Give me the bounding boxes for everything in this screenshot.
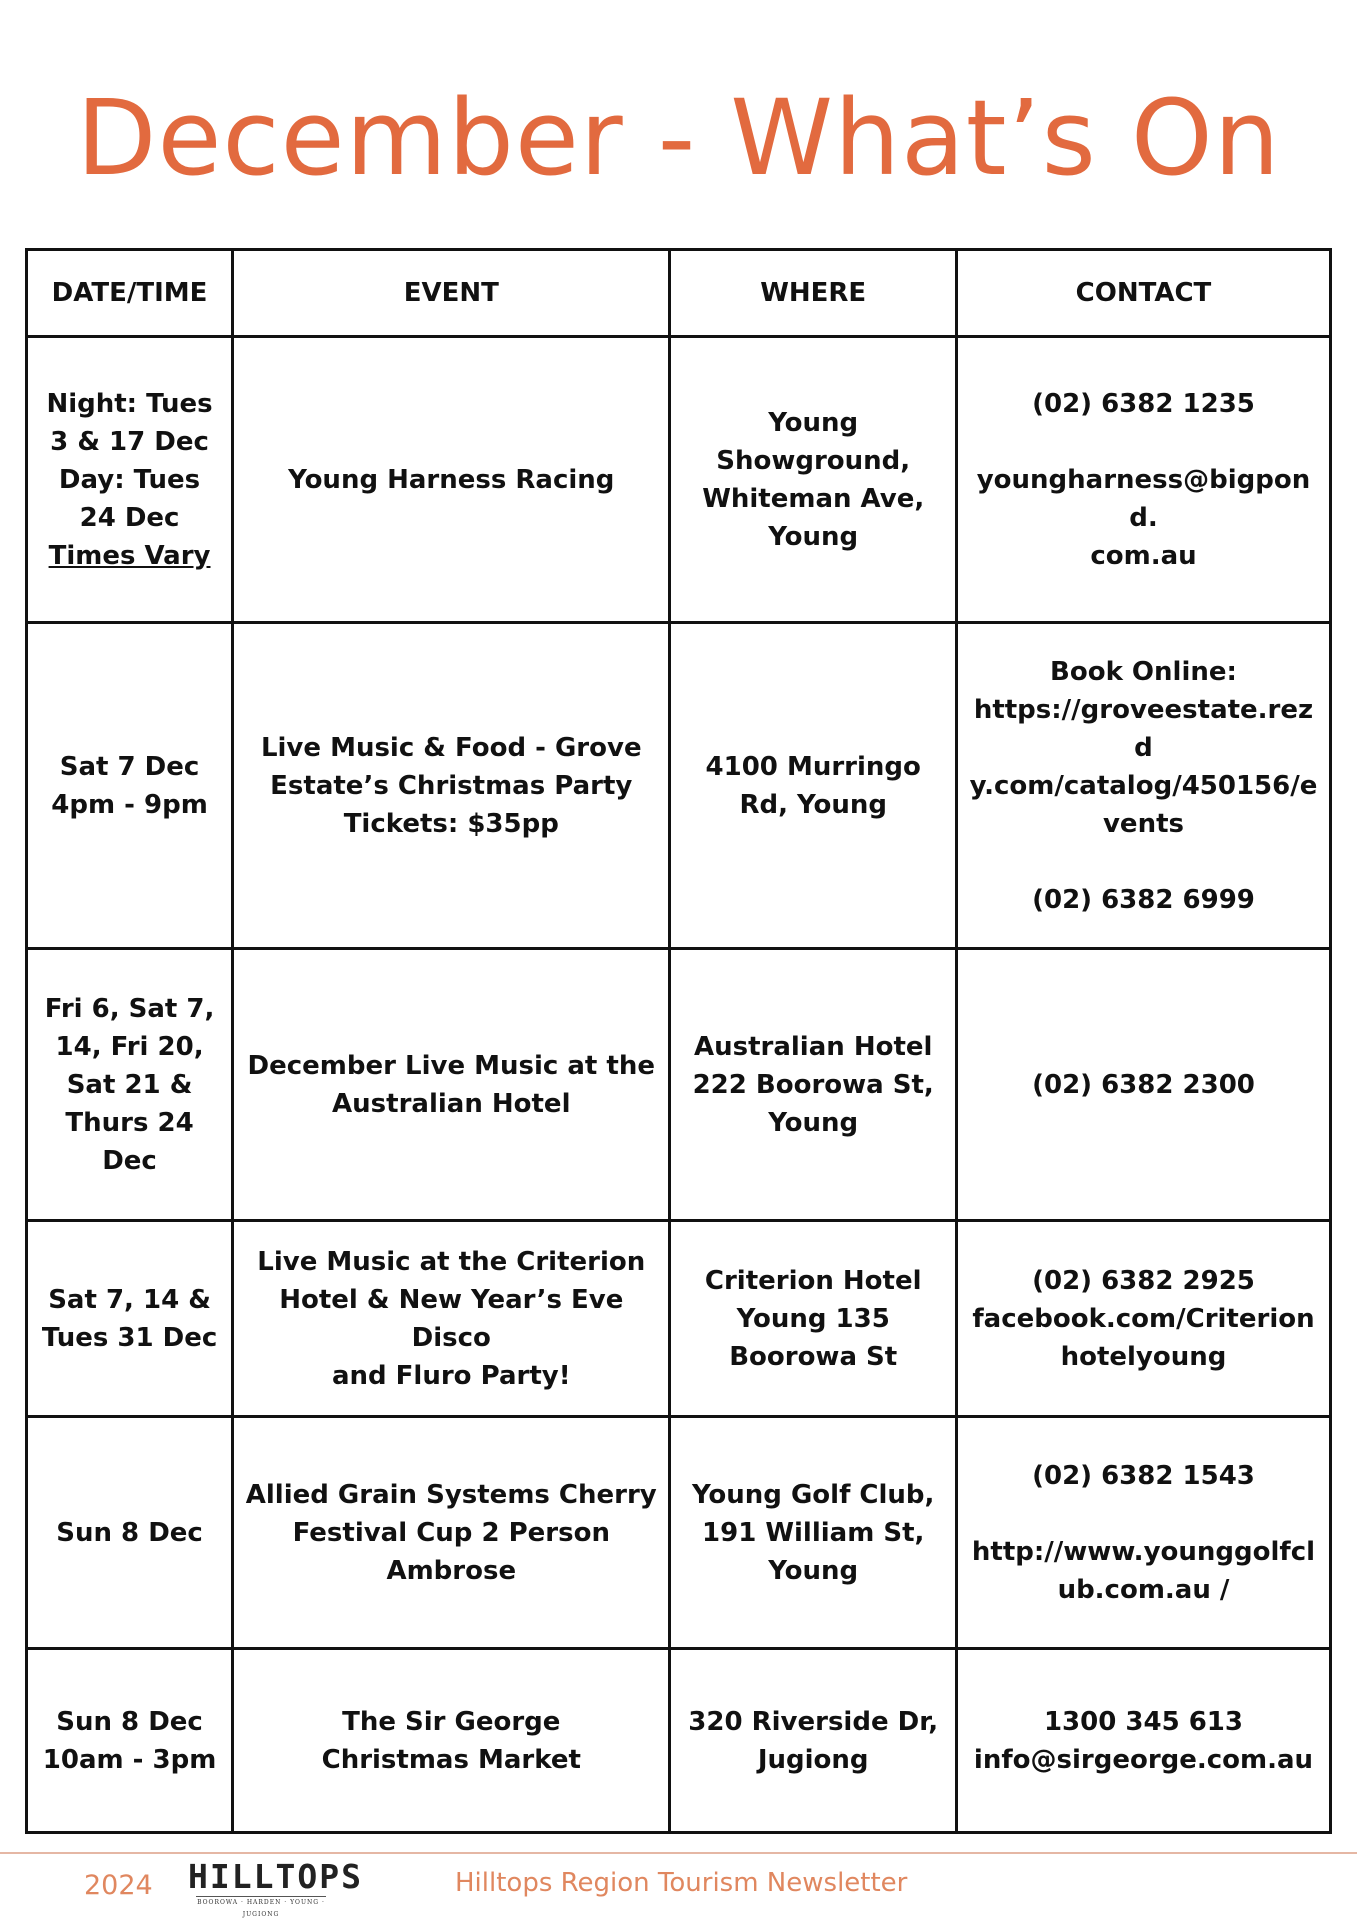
text-line: Tues 31 Dec xyxy=(41,1322,218,1353)
facebook-link[interactable]: hotelyoung xyxy=(1060,1341,1227,1372)
text-line: Fri 6, Sat 7, xyxy=(44,993,215,1024)
cell-contact xyxy=(956,949,1330,1221)
phone-number: (02) 6382 6999 xyxy=(1032,884,1255,915)
email-link[interactable]: info@sirgeorge.com.au xyxy=(973,1744,1314,1775)
cell-event xyxy=(233,1221,670,1417)
cell-contact xyxy=(956,337,1330,623)
text-line: Boorowa St xyxy=(729,1341,898,1372)
newsletter-title: Hilltops Region Tourism Newsletter xyxy=(455,1868,908,1898)
header-date: DATE/TIME xyxy=(27,250,233,337)
text-line: Criterion Hotel xyxy=(704,1265,922,1296)
text-line: 10am - 3pm xyxy=(42,1744,217,1775)
text-line: 3 & 17 Dec xyxy=(50,426,209,457)
text-line: Showground, xyxy=(716,445,911,476)
text-line: 191 William St, xyxy=(702,1517,925,1548)
website-link[interactable]: ub.com.au / xyxy=(1057,1574,1230,1605)
header-event: EVENT xyxy=(233,250,670,337)
header-contact: CONTACT xyxy=(956,250,1330,337)
text-line: The Sir George xyxy=(342,1706,561,1737)
text-line: Ambrose xyxy=(386,1555,517,1586)
text-line: Jugiong xyxy=(757,1744,869,1775)
text-line: Whiteman Ave, xyxy=(702,483,925,514)
text-line: Young xyxy=(768,1555,859,1586)
text-line: Estate’s Christmas Party xyxy=(270,770,633,801)
text-line: Sun 8 Dec xyxy=(56,1706,203,1737)
phone-number: (02) 6382 2925 xyxy=(1032,1265,1255,1296)
text-line: Hotel & New Year’s Eve Disco xyxy=(279,1284,624,1353)
text-line: Sat 21 & xyxy=(66,1069,193,1100)
text-line: 24 Dec xyxy=(79,502,180,533)
table-row xyxy=(27,337,1331,623)
cell-date xyxy=(27,949,233,1221)
text-line: 222 Boorowa St, xyxy=(692,1069,934,1100)
cell-contact xyxy=(956,1649,1330,1833)
logo-towns: BOOROWA · HARDEN · YOUNG · JUGIONG xyxy=(196,1896,326,1921)
text-line: Thurs 24 xyxy=(65,1107,194,1138)
page-title: December - What’s On xyxy=(76,77,1281,199)
cell-contact xyxy=(956,1417,1330,1649)
cell-contact xyxy=(956,623,1330,949)
email-link[interactable]: youngharness@bigpond. xyxy=(976,464,1311,533)
times-vary-note: Times Vary xyxy=(48,540,211,571)
text-line: Tickets: $35pp xyxy=(343,808,559,839)
cell-date xyxy=(27,623,233,949)
text-line: Young Harness Racing xyxy=(288,464,615,495)
table-row xyxy=(27,1221,1331,1417)
text-line: Young xyxy=(768,1107,859,1138)
facebook-link[interactable]: facebook.com/Criterion xyxy=(972,1303,1315,1334)
text-line: Day: Tues xyxy=(58,464,201,495)
text-line: Young 135 xyxy=(736,1303,890,1334)
phone-number: (02) 6382 2300 xyxy=(1032,1069,1255,1100)
text-line: Young Golf Club, xyxy=(691,1479,935,1510)
footer-year: 2024 xyxy=(84,1870,153,1901)
cell-where xyxy=(670,949,957,1221)
header-row xyxy=(27,250,1331,337)
text-line: Sat 7 Dec xyxy=(59,751,200,782)
website-link[interactable]: http://www.younggolfcl xyxy=(971,1536,1316,1567)
text-line: Christmas Market xyxy=(321,1744,581,1775)
text-line: and Fluro Party! xyxy=(331,1360,571,1391)
text-line: 4pm - 9pm xyxy=(51,789,208,820)
cell-where xyxy=(670,1649,957,1833)
cell-where xyxy=(670,337,957,623)
cell-date xyxy=(27,337,233,623)
text-line: Dec xyxy=(102,1145,157,1176)
cell-event xyxy=(233,949,670,1221)
cell-event xyxy=(233,1417,670,1649)
logo-wordmark: HILLTOPS xyxy=(188,1857,363,1896)
header-where: WHERE xyxy=(670,250,957,337)
phone-number: (02) 6382 1543 xyxy=(1032,1460,1255,1491)
cell-where xyxy=(670,623,957,949)
email-link[interactable]: com.au xyxy=(1090,540,1197,571)
booking-link[interactable]: y.com/catalog/450156/e xyxy=(969,770,1318,801)
table-row xyxy=(27,1649,1331,1833)
table-row xyxy=(27,949,1331,1221)
text-line: Live Music & Food - Grove xyxy=(260,732,642,763)
events-table xyxy=(25,248,1332,1834)
text-line: Young xyxy=(768,521,859,552)
booking-link[interactable]: vents xyxy=(1102,808,1184,839)
cell-date xyxy=(27,1221,233,1417)
phone-number: (02) 6382 1235 xyxy=(1032,388,1255,419)
text-line: Live Music at the Criterion xyxy=(257,1246,646,1277)
cell-contact xyxy=(956,1221,1330,1417)
hilltops-logo xyxy=(188,1857,363,1918)
text-line: Rd, Young xyxy=(739,789,887,820)
cell-where xyxy=(670,1417,957,1649)
text-line: December Live Music at the xyxy=(247,1050,655,1081)
phone-number: 1300 345 613 xyxy=(1043,1706,1243,1737)
text-line: Festival Cup 2 Person xyxy=(292,1517,610,1548)
booking-link[interactable]: https://groveestate.rezd xyxy=(973,694,1314,763)
text-line: 14, Fri 20, xyxy=(55,1031,204,1062)
text-line: Sat 7, 14 & xyxy=(48,1284,211,1315)
cell-date xyxy=(27,1417,233,1649)
text-line: Sun 8 Dec xyxy=(56,1517,203,1548)
text-line: Night: Tues xyxy=(46,388,213,419)
footer-divider xyxy=(0,1852,1357,1854)
text-line: 4100 Murringo xyxy=(705,751,921,782)
text-line: Australian Hotel xyxy=(332,1088,571,1119)
cell-event xyxy=(233,623,670,949)
cell-event xyxy=(233,1649,670,1833)
text-line: Young xyxy=(768,407,859,438)
text-line: Australian Hotel xyxy=(693,1031,933,1062)
table-row xyxy=(27,1417,1331,1649)
cell-date xyxy=(27,1649,233,1833)
text-line: Allied Grain Systems Cherry xyxy=(245,1479,657,1510)
cell-where xyxy=(670,1221,957,1417)
book-online-label: Book Online: xyxy=(1050,656,1237,687)
cell-event xyxy=(233,337,670,623)
table-row xyxy=(27,623,1331,949)
text-line: 320 Riverside Dr, xyxy=(688,1706,939,1737)
